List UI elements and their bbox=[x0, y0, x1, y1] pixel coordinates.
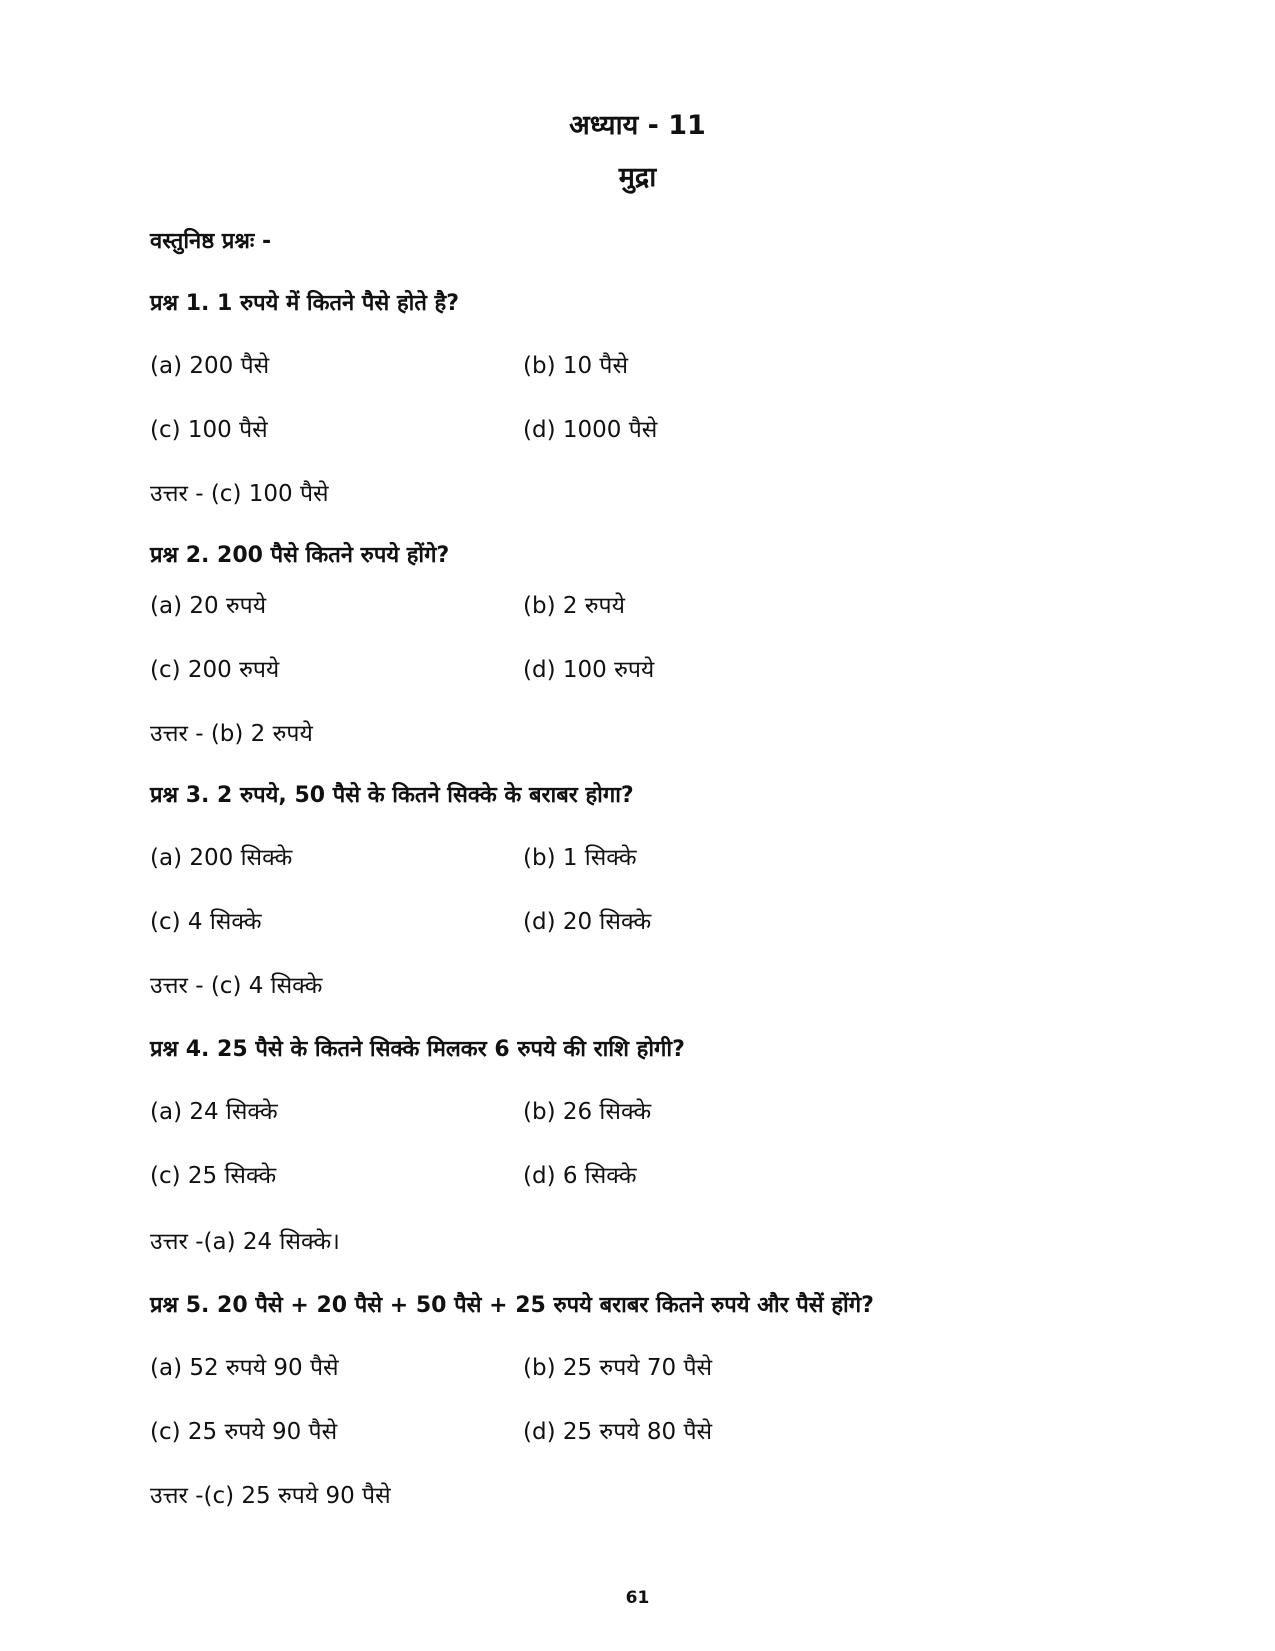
chapter-title: अध्याय - 11 bbox=[569, 110, 706, 141]
q1-answer: उत्तर - (c) 100 पैसे bbox=[150, 481, 329, 507]
q1-option-c: (c) 100 पैसे bbox=[150, 417, 268, 443]
q2-option-b: (b) 2 रुपये bbox=[523, 593, 625, 619]
page-number: 61 bbox=[625, 1588, 650, 1608]
q2-answer: उत्तर - (b) 2 रुपये bbox=[150, 721, 313, 747]
q4-option-a: (a) 24 सिक्के bbox=[150, 1099, 278, 1125]
q1-option-d: (d) 1000 पैसे bbox=[523, 417, 658, 443]
q2-option-d: (d) 100 रुपये bbox=[523, 657, 655, 683]
q3-option-a: (a) 200 सिक्के bbox=[150, 845, 293, 871]
q2-option-c: (c) 200 रुपये bbox=[150, 657, 280, 683]
q4-option-d: (d) 6 सिक्के bbox=[523, 1163, 637, 1189]
q3-answer: उत्तर - (c) 4 सिक्के bbox=[150, 973, 323, 999]
question-1: प्रश्न 1. 1 रुपये में कितने पैसे होते है? bbox=[150, 291, 459, 316]
q1-option-a: (a) 200 पैसे bbox=[150, 353, 270, 379]
question-5: प्रश्न 5. 20 पैसे + 20 पैसे + 50 पैसे + 25 रुपये बराबर कितने रुपये और पैसें होंगे? bbox=[150, 1293, 874, 1318]
chapter-subtitle: मुद्रा bbox=[618, 162, 657, 193]
question-2: प्रश्न 2. 200 पैसे कितने रुपये होंगे? bbox=[150, 543, 450, 568]
q5-option-a: (a) 52 रुपये 90 पैसे bbox=[150, 1355, 339, 1381]
q1-option-b: (b) 10 पैसे bbox=[523, 353, 629, 379]
q3-option-c: (c) 4 सिक्के bbox=[150, 909, 262, 935]
q4-option-c: (c) 25 सिक्के bbox=[150, 1163, 277, 1189]
q3-option-d: (d) 20 सिक्के bbox=[523, 909, 652, 935]
q5-answer: उत्तर -(c) 25 रुपये 90 पैसे bbox=[150, 1483, 391, 1509]
question-3: प्रश्न 3. 2 रुपये, 50 पैसे के कितने सिक्के के बराबर होगा? bbox=[150, 783, 634, 808]
q3-option-b: (b) 1 सिक्के bbox=[523, 845, 637, 871]
q5-option-d: (d) 25 रुपये 80 पैसे bbox=[523, 1419, 713, 1445]
q5-option-b: (b) 25 रुपये 70 पैसे bbox=[523, 1355, 713, 1381]
section-heading: वस्तुनिष्ठ प्रश्नः - bbox=[150, 229, 272, 254]
q5-option-c: (c) 25 रुपये 90 पैसे bbox=[150, 1419, 338, 1445]
q2-option-a: (a) 20 रुपये bbox=[150, 593, 267, 619]
question-4: प्रश्न 4. 25 पैसे के कितने सिक्के मिलकर 6 रुपये की राशि होगी? bbox=[150, 1037, 685, 1062]
q4-answer: उत्तर -(a) 24 सिक्के। bbox=[150, 1229, 340, 1255]
q4-option-b: (b) 26 सिक्के bbox=[523, 1099, 652, 1125]
